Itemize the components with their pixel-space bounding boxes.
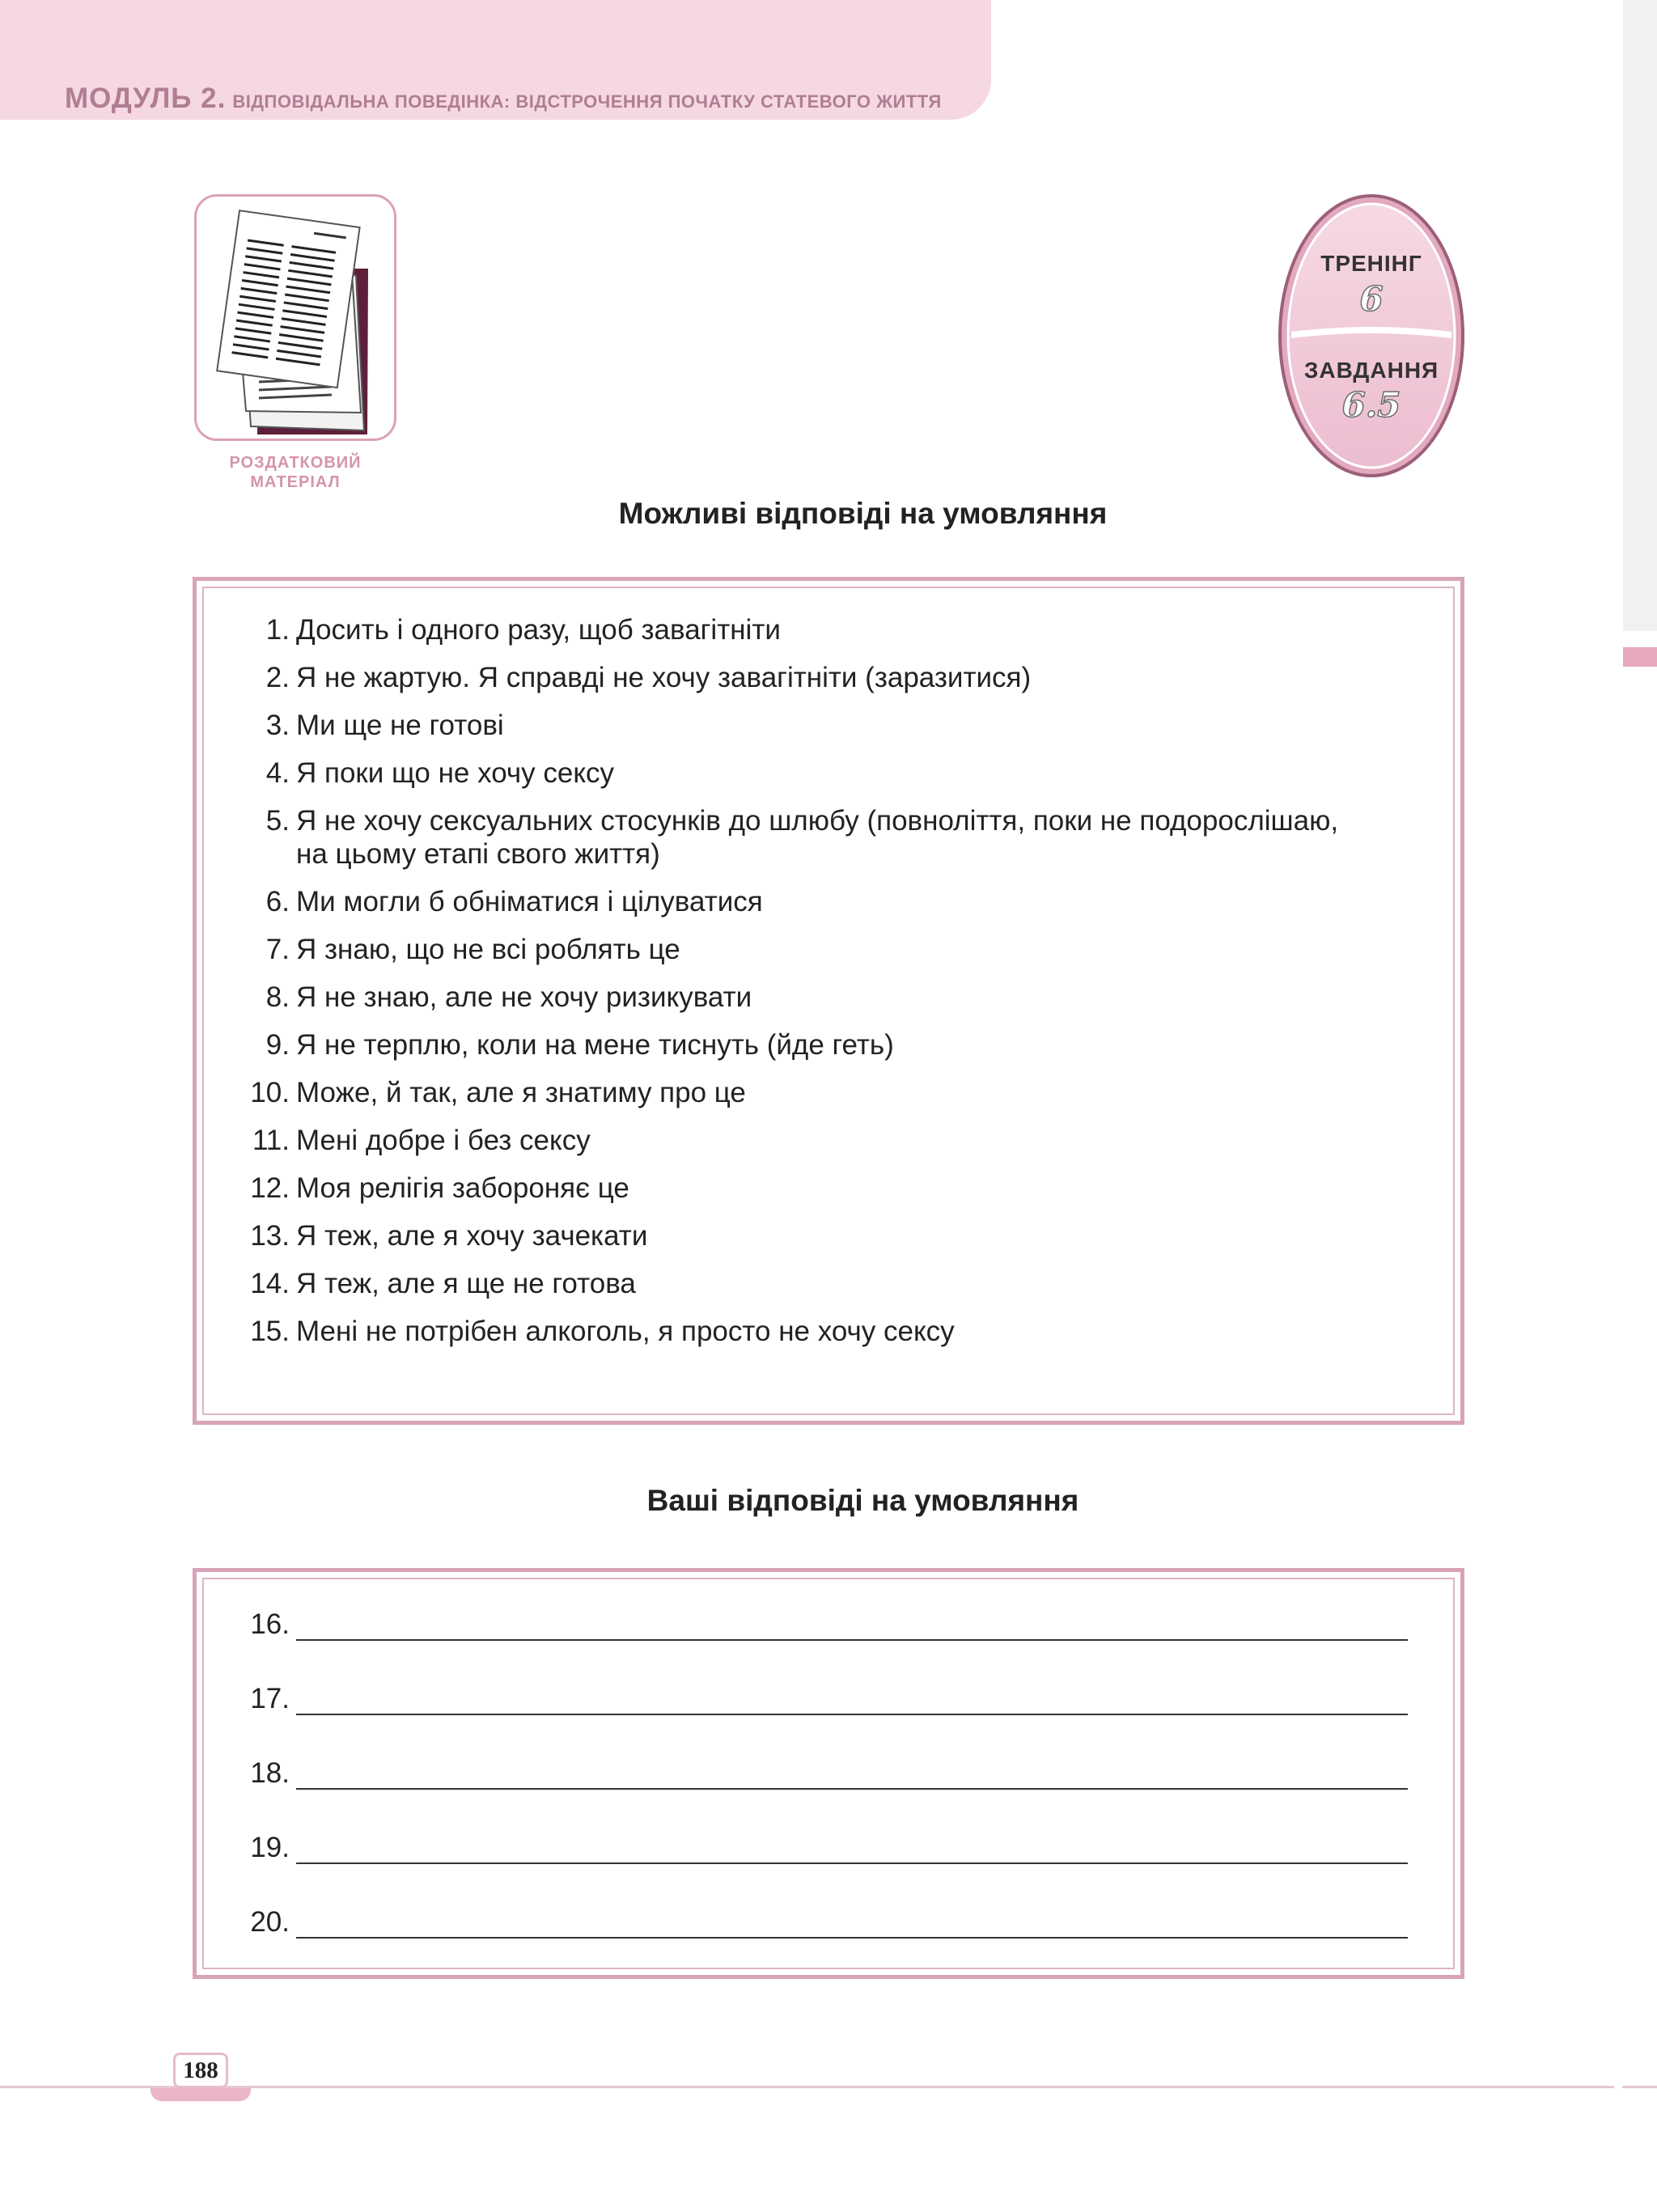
list-item-text xyxy=(290,981,752,1014)
list-item-text xyxy=(290,933,680,966)
handout-label-line1: РОЗДАТКОВИЙ xyxy=(229,454,362,472)
list-item xyxy=(241,933,1439,966)
training-label: ТРЕНІНГ xyxy=(1320,251,1422,276)
list-item-text-line: Ми могли б обніматися і цілуватися xyxy=(296,886,763,917)
list-item-text-line: Я теж, але я хочу зачекати xyxy=(296,1220,648,1252)
list-item-number: 7. xyxy=(265,934,290,965)
answer-line[interactable] xyxy=(241,1683,1408,1715)
task-number: 6.5 xyxy=(1341,385,1401,425)
list-item-number: 4. xyxy=(265,757,290,789)
list-item-text-line: Може, й так, але я знатиму про це xyxy=(296,1077,746,1108)
list-item-text xyxy=(290,661,1031,694)
list-item xyxy=(241,885,1439,918)
list-item-text-line: Досить і одного разу, щоб завагітніти xyxy=(296,614,781,646)
answer-line[interactable] xyxy=(241,1608,1408,1641)
list-item-number: 15. xyxy=(250,1316,290,1347)
list-item-number: 12. xyxy=(250,1172,290,1204)
list-item-text xyxy=(290,1028,894,1062)
answer-line-number: 20. xyxy=(250,1906,290,1938)
list-item-text-line: на цьому етапі свого життя) xyxy=(296,838,660,870)
list-item-text xyxy=(290,1124,591,1157)
list-item-text xyxy=(290,1315,955,1348)
page-number: 188 xyxy=(173,2053,228,2088)
footer-tab xyxy=(150,2088,251,2101)
answer-line[interactable] xyxy=(241,1906,1408,1939)
possible-answers-list xyxy=(241,613,1439,1362)
answer-line[interactable] xyxy=(241,1832,1408,1864)
list-item xyxy=(241,804,1439,871)
handout-label-line2: МАТЕРІАЛ xyxy=(250,473,341,491)
task-label: ЗАВДАННЯ xyxy=(1303,358,1439,383)
list-item-number: 3. xyxy=(265,710,290,741)
list-item xyxy=(241,981,1439,1014)
list-item xyxy=(241,661,1439,694)
list-item-text-line: Я поки що не хочу сексу xyxy=(296,757,615,789)
module-header xyxy=(65,83,942,115)
list-item-text xyxy=(290,804,1338,871)
possible-answers-title: Можливі відповіді на умовляння xyxy=(618,497,1108,530)
list-item-number: 14. xyxy=(250,1268,290,1299)
your-answers-title: Ваші відповіді на умовляння xyxy=(646,1484,1079,1517)
list-item-text xyxy=(290,1219,647,1252)
list-item-text xyxy=(290,613,781,646)
list-item-text xyxy=(290,1267,636,1300)
answer-blank-field[interactable] xyxy=(296,1838,1408,1864)
list-item-text-line: Я не терплю, коли на мене тиснуть (йде геть) xyxy=(296,1029,894,1061)
answer-blank-field[interactable] xyxy=(296,1913,1408,1939)
list-item-number: 13. xyxy=(250,1220,290,1252)
handout-label xyxy=(194,453,396,492)
list-item xyxy=(241,613,1439,646)
handout-papers-icon xyxy=(194,194,396,441)
list-item-number: 9. xyxy=(265,1029,290,1061)
list-item-number: 8. xyxy=(265,981,290,1013)
training-number: 6 xyxy=(1359,279,1384,319)
training-badge-icon xyxy=(1277,193,1466,479)
list-item-number: 11. xyxy=(252,1125,290,1156)
list-item xyxy=(241,709,1439,742)
list-item-text-line: Моя релігія забороняє це xyxy=(296,1172,629,1204)
answer-line-number: 17. xyxy=(250,1683,290,1714)
list-item-text-line: Я не знаю, але не хочу ризикувати xyxy=(296,981,752,1013)
footer-line-right xyxy=(1622,2086,1657,2088)
list-item-text-line: Мені не потрібен алкоголь, я просто не хочу сексу xyxy=(296,1316,955,1347)
list-item xyxy=(241,1315,1439,1348)
list-item xyxy=(241,1219,1439,1252)
list-item xyxy=(241,1076,1439,1109)
answer-line-number: 16. xyxy=(250,1608,290,1640)
module-label: МОДУЛЬ 2. xyxy=(65,83,227,114)
list-item-text-line: Я не жартую. Я справді не хочу завагітніти (заразитися) xyxy=(296,662,1032,693)
list-item-text xyxy=(290,709,504,742)
answer-line-number: 18. xyxy=(250,1757,290,1789)
list-item-text xyxy=(290,885,763,918)
answer-line-number: 19. xyxy=(250,1832,290,1863)
page-edge-bar xyxy=(1623,0,1657,631)
list-item-number: 1. xyxy=(265,614,290,646)
list-item xyxy=(241,1028,1439,1062)
list-item xyxy=(241,1267,1439,1300)
list-item xyxy=(241,1124,1439,1157)
list-item-text xyxy=(290,1172,629,1205)
module-subtitle: ВІДПОВІДАЛЬНА ПОВЕДІНКА: ВІДСТРОЧЕННЯ ПОЧАТКУ СТАТЕВОГО ЖИТТЯ xyxy=(232,91,942,112)
list-item-text xyxy=(290,756,614,790)
list-item-text-line: Я не хочу сексуальних стосунків до шлюбу (повноліття, поки не подорослішаю, xyxy=(296,805,1339,837)
answer-line[interactable] xyxy=(241,1757,1408,1790)
list-item-text-line: Ми ще не готові xyxy=(296,710,504,741)
list-item-number: 10. xyxy=(250,1077,290,1108)
list-item xyxy=(241,756,1439,790)
list-item xyxy=(241,1172,1439,1205)
list-item-number: 5. xyxy=(265,805,290,837)
list-item-text-line: Мені добре і без сексу xyxy=(296,1125,591,1156)
list-item-number: 6. xyxy=(265,886,290,917)
list-item-text xyxy=(290,1076,746,1109)
list-item-text-line: Я теж, але я ще не готова xyxy=(296,1268,636,1299)
list-item-text-line: Я знаю, що не всі роблять це xyxy=(296,934,680,965)
page-edge-marker xyxy=(1623,647,1657,667)
list-item-number: 2. xyxy=(265,662,290,693)
answer-blank-field[interactable] xyxy=(296,1764,1408,1790)
answer-blank-field[interactable] xyxy=(296,1615,1408,1641)
answer-blank-field[interactable] xyxy=(296,1689,1408,1715)
